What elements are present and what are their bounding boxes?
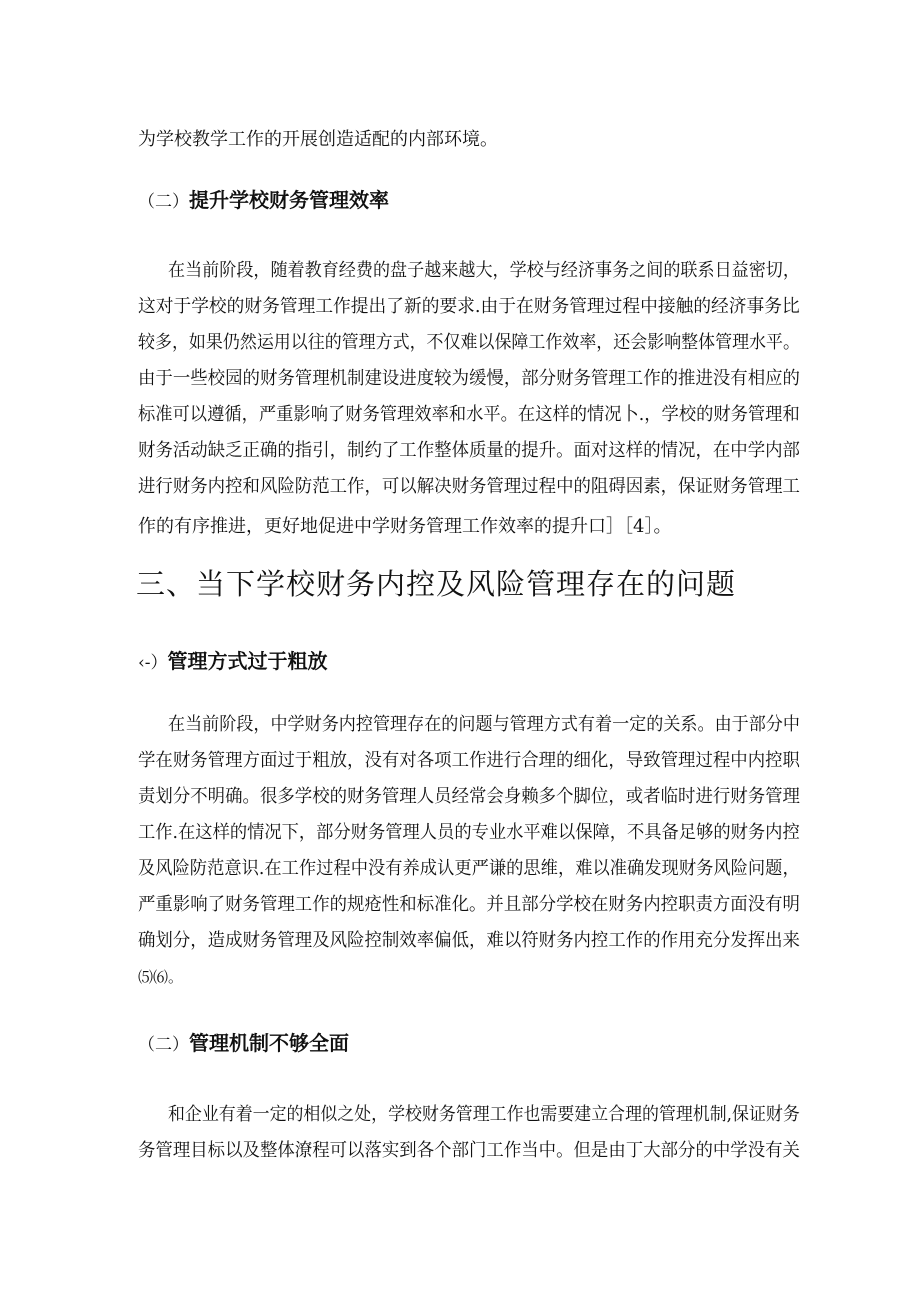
text-line: 作的有序推进，更好地促进中学财务管理工作效率的提升口］［4］。	[138, 516, 672, 537]
text-line: 在当前阶段，随着教育经费的盘子越来越大，学校与经济事务之间的联系日益密切，	[168, 260, 800, 281]
text-line: 及风险防范意识.在工作过程中没有养成认更严谦的思维，难以准确发现财务风险问题，	[138, 858, 800, 879]
subsection-heading-efficiency	[138, 187, 389, 215]
section-heading-3: 三、当下学校财务内控及风险管理存在的问题	[136, 567, 737, 601]
subsection-heading-method	[138, 648, 328, 676]
text-line: 确划分，造成财务管理及风险控制效率偏低，难以符财务内控工作的作用充分发挥出来	[138, 930, 800, 951]
subsection-title: 管理机制不够全面	[189, 1031, 349, 1055]
subsection-prefix: ‹-）	[138, 653, 168, 673]
text-line: 这对于学校的财务管理工作提出了新的要求.由于在财务管理过程中接触的经济事务比	[138, 296, 800, 317]
text-line: 标准可以遵循，严重影响了财务管理效率和水平。在这样的情况卜.，学校的财务管理和	[138, 404, 800, 425]
text-line: 务管理目标以及整体潦程可以落实到各个部门工作当中。但是由丁大部分的中学没有关	[138, 1140, 800, 1161]
text-line: 为学校教学工作的开展创造适配的内部环境。	[138, 129, 498, 150]
text-line: 财务活动缺乏正确的指引，制约了工作整体质量的提升。面对这样的情况，在中学内部	[138, 440, 800, 461]
text-line: 在当前阶段，中学财务内控管理存在的问题与管理方式有着一定的关系。由于部分中	[168, 714, 800, 735]
text-line: 进行财务内控和风险防范工作，可以解决财务管理过程中的阻碍因素，保证财务管理工	[138, 476, 800, 497]
text-line: 和企业有着一定的相似之处，学校财务管理工作也需要建立合理的管理机制,保证财务	[168, 1104, 800, 1125]
text-line: 学在财务管理方面过于粗放，没有对各项工作进行合理的细化，导致管理过程中内控职	[138, 750, 800, 771]
text-line: 较多，如果仍然运用以往的管理方式，不仅难以保障工作效率，还会影响整体管理水平。	[138, 332, 800, 353]
subsection-heading-mechanism	[138, 1030, 349, 1058]
subsection-title: 提升学校财务管理效率	[189, 188, 389, 212]
text-line: 责划分不明确。很多学校的财务管理人员经常会身赖多个脚位，或者临时进行财务管理	[138, 786, 800, 807]
text-line: 由于一些校园的财务管理机制建设进度较为缓慢，部分财务管理工作的推进没有相应的	[138, 368, 800, 389]
subsection-prefix: （二）	[138, 1035, 189, 1055]
subsection-title: 管理方式过于粗放	[167, 649, 328, 673]
text-line: 严重影响了财务管理工作的规疮性和标准化。并且部分学校在财务内控职责方面没有明	[138, 894, 800, 915]
text-line: ⑸⑹。	[138, 968, 184, 986]
text-line: 工作.在这样的情况下，部分财务管理人员的专业水平难以保障，不具备足够的财务内控	[138, 822, 800, 843]
subsection-prefix: （二）	[138, 192, 189, 212]
